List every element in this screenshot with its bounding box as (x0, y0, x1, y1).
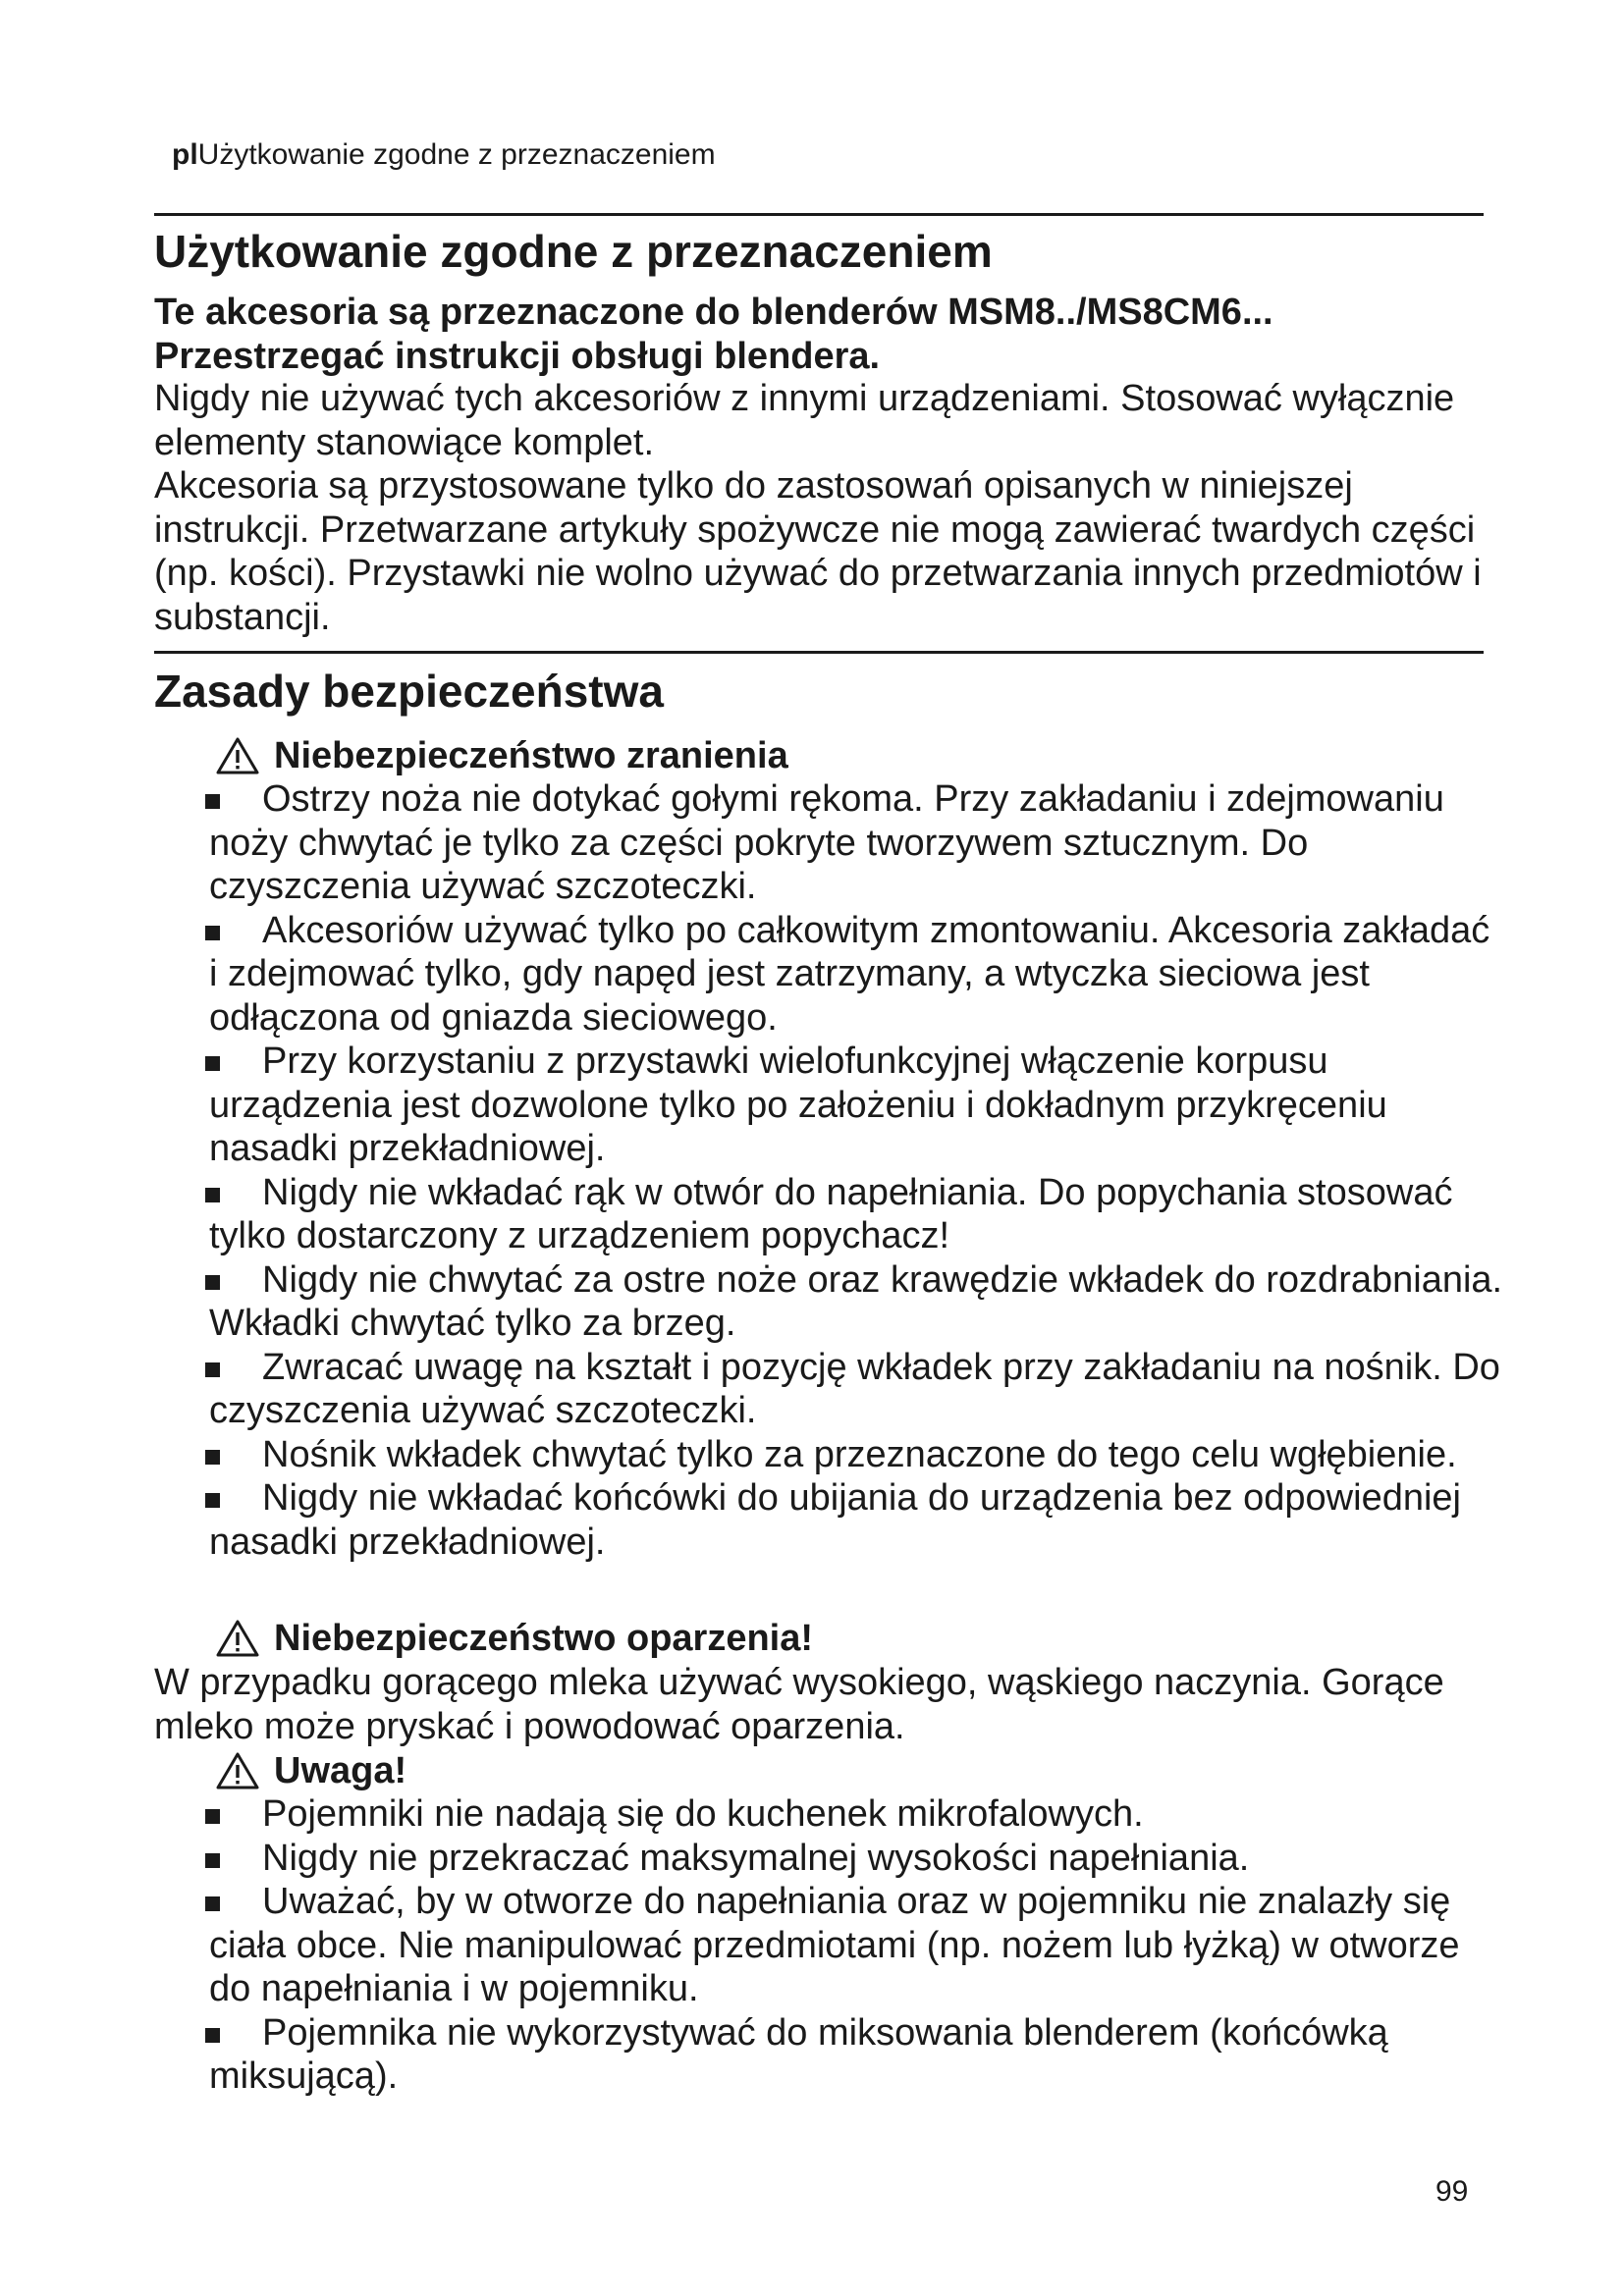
list-item: Pojemnika nie wykorzystywać do miksowania blenderem (końcówką miksującą). (209, 2011, 1505, 2099)
caution-list (209, 1792, 1505, 2099)
list-item: Pojemniki nie nadają się do kuchenek mikrofalowych. (209, 1792, 1505, 1837)
warning-burn-heading (215, 1617, 813, 1660)
list-item: Nośnik wkładek chwytać tylko za przeznaczone do tego celu wgłębienie. (209, 1433, 1505, 1477)
running-head-lang: pl (172, 138, 198, 171)
list-item: Nigdy nie wkładać rąk w otwór do napełniania. Do popychania stosować tylko dostarczony z urządzeniem popychacz! (209, 1171, 1505, 1258)
top-rule (154, 213, 1484, 216)
warning-burn-title: Niebezpieczeństwo oparzenia! (274, 1618, 814, 1659)
list-item: Nigdy nie przekraczać maksymalnej wysokości napełniania. (209, 1837, 1505, 1881)
caution-title: Uwaga! (274, 1750, 407, 1791)
section-title-intended-use: Użytkowanie zgodne z przeznaczeniem (154, 226, 993, 277)
list-item: Akcesoriów używać tylko po całkowitym zmontowaniu. Akcesoria zakładać i zdejmować tylko, gdy napęd jest zatrzymany, a wtyczka sieciowa jest odłączona od gniazda sieciowego. (209, 909, 1505, 1041)
caution-heading (215, 1749, 406, 1792)
list-item: Zwracać uwagę na kształt i pozycję wkładek przy zakładaniu na nośnik. Do czyszczenia używać szczoteczki. (209, 1346, 1505, 1433)
page-number: 99 (1435, 2175, 1469, 2208)
section-title-safety: Zasady bezpieczeństwa (154, 666, 664, 717)
list-item: Uważać, by w otworze do napełniania oraz w pojemniku nie znalazły się ciała obce. Nie manipulować przedmiotami (np. nożem lub łyżką) w otworze do napełniania i w pojemniku. (209, 1880, 1505, 2011)
warning-injury-title: Niebezpieczeństwo zranienia (274, 735, 788, 776)
intended-use-para-1: Nigdy nie używać tych akcesoriów z innymi urządzeniami. Stosować wyłącznie elementy stanowiące komplet. (154, 378, 1455, 463)
warning-injury-heading (215, 734, 788, 777)
warning-triangle-icon (215, 1751, 260, 1790)
running-head-title: Użytkowanie zgodne z przeznaczeniem (197, 138, 716, 171)
list-item: Nigdy nie wkładać końcówki do ubijania do urządzenia bez odpowiedniej nasadki przekładniowej. (209, 1476, 1505, 1564)
warning-triangle-icon (215, 1619, 260, 1658)
warning-injury-list (209, 777, 1505, 1564)
list-item: Przy korzystaniu z przystawki wielofunkcyjnej włączenie korpusu urządzenia jest dozwolone tylko po założeniu i dokładnym przykręceniu nasadki przekładniowej. (209, 1040, 1505, 1171)
intended-use-bold-intro: Te akcesoria są przeznaczone do blenderów MSM8../MS8CM6... Przestrzegać instrukcji obsługi blendera. (154, 292, 1273, 377)
section-rule (154, 651, 1484, 654)
warning-burn-text: W przypadku gorącego mleka używać wysokiego, wąskiego naczynia. Gorące mleko może pryskać i powodować oparzenia. (154, 1662, 1444, 1747)
running-head (172, 137, 716, 173)
list-item: Ostrzy noża nie dotykać gołymi rękoma. Przy zakładaniu i zdejmowaniu noży chwytać je tylko za części pokryte tworzywem sztucznym. Do czyszczenia używać szczoteczki. (209, 777, 1505, 909)
list-item: Nigdy nie chwytać za ostre noże oraz krawędzie wkładek do rozdrabniania. Wkładki chwytać tylko za brzeg. (209, 1258, 1505, 1346)
warning-triangle-icon (215, 736, 260, 775)
intended-use-para-2: Akcesoria są przystosowane tylko do zastosowań opisanych w niniejszej instrukcji. Przetwarzane artykuły spożywcze nie mogą zawierać twardych części (np. kości). Przystawki nie wolno używać do przetwarzania innych przedmiotów i substancji. (154, 465, 1482, 638)
